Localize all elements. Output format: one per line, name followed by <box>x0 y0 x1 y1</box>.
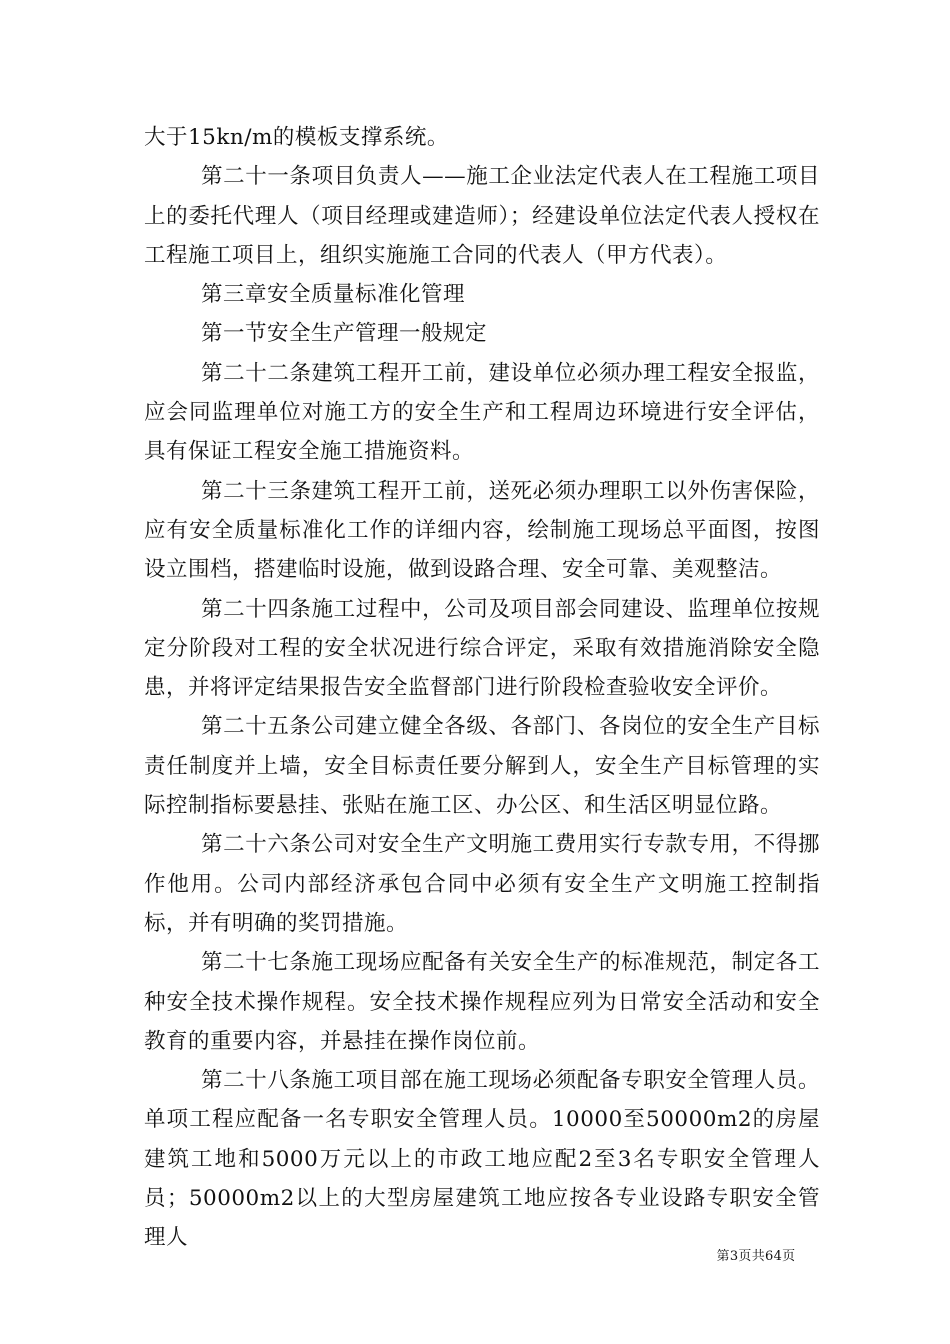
paragraph-article-23: 第二十三条建筑工程开工前，送死必须办理职工以外伤害保险，应有安全质量标准化工作的详细内容，绘制施工现场总平面图，按图设立围档，搭建临时设施，做到设路合理、安全可靠、美观整洁。 <box>144 478 820 583</box>
page-footer <box>0 1248 950 1266</box>
paragraph-article-26: 第二十六条公司对安全生产文明施工费用实行专款专用，不得挪作他用。公司内部经济承包合同中必须有安全生产文明施工控制指标，并有明确的奖罚措施。 <box>144 832 820 936</box>
section-heading: 第一节安全生产管理一般规定 <box>201 321 488 347</box>
chapter-heading: 第三章安全质量标准化管理 <box>201 282 466 308</box>
paragraph-continuation: 大于15kn/m的模板支撑系统。 <box>144 125 449 150</box>
document-body <box>144 118 820 1258</box>
paragraph-article-28: 第二十八条施工项目部在施工现场必须配备专职安全管理人员。单项工程应配备一名专职安全管理人员。10000至50000m2的房屋建筑工地和5000万元以上的市政工地应配2至3名专职安全管理人员；50000m2以上的大型房屋建筑工地应按各专业设路专职安全管理人 <box>144 1068 820 1251</box>
paragraph-article-24: 第二十四条施工过程中，公司及项目部会同建设、监理单位按规定分阶段对工程的安全状况进行综合评定，采取有效措施消除安全隐患，并将评定结果报告安全监督部门进行阶段检查验收安全评价。 <box>144 596 820 701</box>
paragraph-article-25: 第二十五条公司建立健全各级、各部门、各岗位的安全生产目标责任制度并上墙，安全目标责任要分解到人，安全生产目标管理的实际控制指标要悬挂、张贴在施工区、办公区、和生活区明显位路。 <box>144 714 820 819</box>
paragraph-article-21: 第二十一条项目负责人——施工企业法定代表人在工程施工项目上的委托代理人（项目经理或建造师）；经建设单位法定代表人授权在工程施工项目上，组织实施施工合同的代表人（甲方代表）。 <box>144 164 820 268</box>
page-number: 第3页共64页 <box>716 1249 796 1264</box>
paragraph-article-22: 第二十二条建筑工程开工前，建设单位必须办理工程安全报监，应会同监理单位对施工方的安全生产和工程周边环境进行安全评估，具有保证工程安全施工措施资料。 <box>144 360 820 465</box>
paragraph-article-27: 第二十七条施工现场应配备有关安全生产的标准规范，制定各工种安全技术操作规程。安全技术操作规程应列为日常安全活动和安全教育的重要内容，并悬挂在操作岗位前。 <box>144 950 820 1054</box>
